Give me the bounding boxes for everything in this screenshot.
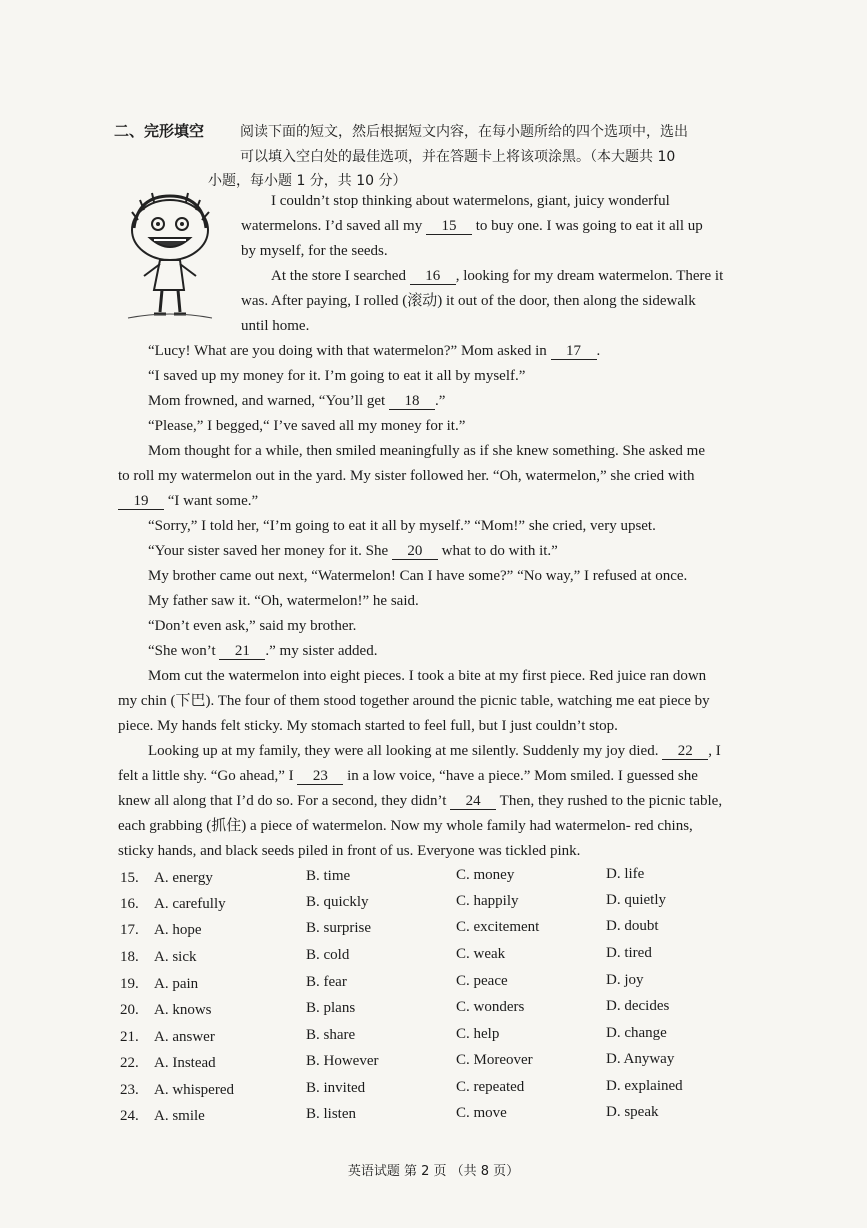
- option-d: D. speak: [606, 1104, 659, 1120]
- option-d: D. joy: [606, 972, 644, 988]
- option-d: D. doubt: [606, 918, 659, 934]
- passage-text: .”: [434, 393, 446, 409]
- option-a: A. hope: [154, 922, 202, 938]
- question-number: 17.: [120, 922, 139, 938]
- passage-text: “Please,” I begged,“ I’ve saved all my money for it.”: [148, 418, 466, 434]
- option-b: B. listen: [306, 1106, 357, 1122]
- passage-line: [241, 241, 388, 261]
- passage-line: [148, 416, 465, 436]
- option-a: A. energy: [154, 870, 213, 886]
- passage-text: , I: [708, 743, 721, 759]
- passage-text: .: [596, 343, 601, 359]
- blank-16: 16: [410, 268, 456, 285]
- passage-line: [118, 766, 698, 786]
- option-c: C. peace: [456, 973, 508, 989]
- option-a: A. carefully: [154, 896, 226, 912]
- passage-text: “I saved up my money for it. I’m going to eat it all by myself.”: [148, 368, 526, 384]
- passage-text: “I want some.”: [164, 493, 259, 509]
- passage-text: “Your sister saved her money for it. She: [148, 543, 392, 559]
- option-c: C. Moreover: [456, 1052, 533, 1068]
- passage-line: [118, 466, 695, 486]
- passage-text: to roll my watermelon out in the yard. My sister followed her. “Oh, watermelon,” she cried with: [118, 468, 695, 484]
- page-footer: 英语试题 第 2 页 （共 8 页）: [347, 1164, 520, 1179]
- passage-text: “Don’t even ask,” said my brother.: [148, 618, 357, 634]
- passage-line: [118, 816, 693, 836]
- option-d: D. quietly: [606, 892, 666, 908]
- passage-text: to buy one. I was going to eat it all up: [471, 218, 703, 234]
- passage-text: piece. My hands felt sticky. My stomach started to feel full, but I just couldn’t stop.: [118, 718, 618, 734]
- passage-text: knew all along that I’d do so. For a second, they didn’t: [118, 793, 451, 809]
- blank-23: 23: [297, 768, 343, 785]
- option-d: D. change: [606, 1025, 667, 1041]
- passage-text: was. After paying, I rolled (滚动) it out of the door, then along the sidewalk: [241, 293, 696, 309]
- option-b: B. time: [306, 868, 351, 884]
- passage-line: [148, 516, 656, 536]
- passage-line: [148, 341, 600, 361]
- option-a: A. sick: [154, 949, 197, 965]
- option-b: B. share: [306, 1027, 356, 1043]
- passage-text: felt a little shy. “Go ahead,” I: [118, 768, 298, 784]
- instruction-line: 小题，每小题 1 分，共 10 分）: [208, 173, 407, 189]
- option-c: C. happily: [456, 893, 519, 909]
- option-c: C. wonders: [456, 999, 525, 1015]
- question-number: 22.: [120, 1055, 139, 1071]
- passage-text: My father saw it. “Oh, watermelon!” he said.: [148, 593, 419, 609]
- blank-21: 21: [219, 643, 265, 660]
- option-d: D. Anyway: [606, 1051, 675, 1067]
- option-d: D. life: [606, 866, 645, 882]
- passage-text: Mom thought for a while, then smiled meaningfully as if she knew something. She asked me: [148, 443, 705, 459]
- passage-line: [271, 266, 723, 286]
- passage-text: sticky hands, and black seeds piled in front of us. Everyone was tickled pink.: [118, 843, 581, 859]
- option-b: B. fear: [306, 974, 347, 990]
- passage-line: [148, 641, 377, 661]
- question-number: 20.: [120, 1002, 139, 1018]
- passage-line: [148, 366, 525, 386]
- passage-line: [241, 316, 309, 336]
- instruction-line: 可以填入空白处的最佳选项，并在答题卡上将该项涂黑。（本大题共 10: [240, 149, 676, 165]
- option-b: B. quickly: [306, 894, 369, 910]
- passage-line: [241, 216, 703, 236]
- passage-text: Looking up at my family, they were all looking at me silently. Suddenly my joy died.: [148, 743, 663, 759]
- passage-line: [148, 566, 687, 586]
- cartoon-girl-illustration: [124, 190, 216, 322]
- option-a: A. Instead: [154, 1055, 216, 1071]
- passage-text: what to do with it.”: [437, 543, 558, 559]
- question-number: 23.: [120, 1082, 139, 1098]
- option-c: C. weak: [456, 946, 506, 962]
- option-c: C. help: [456, 1026, 500, 1042]
- passage-line: [148, 541, 558, 561]
- passage-line: [148, 741, 721, 761]
- option-b: B. However: [306, 1053, 379, 1069]
- passage-line: [148, 441, 705, 461]
- passage-text: .” my sister added.: [265, 643, 378, 659]
- passage-text: Mom frowned, and warned, “You’ll get: [148, 393, 389, 409]
- passage-text: , looking for my dream watermelon. There it: [455, 268, 724, 284]
- blank-17: 17: [551, 343, 597, 360]
- option-a: A. answer: [154, 1029, 215, 1045]
- option-c: C. excitement: [456, 919, 540, 935]
- passage-text: until home.: [241, 318, 310, 334]
- passage-line: [241, 291, 696, 311]
- passage-text: by myself, for the seeds.: [241, 243, 388, 259]
- question-number: 24.: [120, 1108, 139, 1124]
- passage-text: in a low voice, “have a piece.” Mom smiled. I guessed she: [343, 768, 698, 784]
- section-title: 二、完形填空: [114, 122, 205, 140]
- passage-line: [271, 191, 670, 211]
- passage-line: [118, 841, 580, 861]
- option-a: A. smile: [154, 1108, 205, 1124]
- option-b: B. invited: [306, 1080, 366, 1096]
- passage-text: Then, they rushed to the picnic table,: [496, 793, 723, 809]
- passage-line: [148, 591, 419, 611]
- passage-line: [148, 391, 445, 411]
- passage-line: [118, 716, 618, 736]
- option-a: A. knows: [154, 1002, 212, 1018]
- passage-line: [148, 616, 356, 636]
- passage-line: [118, 691, 710, 711]
- passage-text: “She won’t: [148, 643, 220, 659]
- option-d: D. tired: [606, 945, 652, 961]
- option-b: B. plans: [306, 1000, 356, 1016]
- passage-text: Mom cut the watermelon into eight pieces. I took a bite at my first piece. Red juice ran down: [148, 668, 707, 684]
- blank-24: 24: [450, 793, 496, 810]
- passage-text: “Sorry,” I told her, “I’m going to eat it all by myself.” “Mom!” she cried, very upset.: [148, 518, 656, 534]
- instruction-line: 阅读下面的短文，然后根据短文内容，在每小题所给的四个选项中，选出: [240, 124, 688, 140]
- question-number: 18.: [120, 949, 139, 965]
- question-number: 16.: [120, 896, 139, 912]
- passage-line: [148, 666, 706, 686]
- passage-text: My brother came out next, “Watermelon! Can I have some?” “No way,” I refused at once.: [148, 568, 688, 584]
- passage-text: At the store I searched: [271, 268, 410, 284]
- option-c: C. move: [456, 1105, 507, 1121]
- passage-line: [118, 491, 258, 511]
- option-d: D. decides: [606, 998, 670, 1014]
- option-b: B. cold: [306, 947, 350, 963]
- blank-22: 22: [662, 743, 708, 760]
- passage-text: watermelons. I’d saved all my: [241, 218, 426, 234]
- passage-text: “Lucy! What are you doing with that watermelon?” Mom asked in: [148, 343, 551, 359]
- option-c: C. repeated: [456, 1079, 525, 1095]
- blank-19: 19: [118, 493, 164, 510]
- question-number: 21.: [120, 1029, 139, 1045]
- question-number: 15.: [120, 870, 139, 886]
- blank-20: 20: [392, 543, 438, 560]
- passage-text: I couldn’t stop thinking about watermelons, giant, juicy wonderful: [271, 193, 670, 209]
- option-b: B. surprise: [306, 920, 371, 936]
- passage-text: my chin (下巴). The four of them stood together around the picnic table, watching me eat piece by: [118, 693, 710, 709]
- option-c: C. money: [456, 867, 515, 883]
- passage-line: [118, 791, 722, 811]
- option-a: A. pain: [154, 976, 199, 992]
- blank-15: 15: [426, 218, 472, 235]
- option-a: A. whispered: [154, 1082, 234, 1098]
- question-number: 19.: [120, 976, 139, 992]
- passage-text: each grabbing (抓住) a piece of watermelon. Now my whole family had watermelon- red chins,: [118, 818, 693, 834]
- option-d: D. explained: [606, 1078, 683, 1094]
- blank-18: 18: [389, 393, 435, 410]
